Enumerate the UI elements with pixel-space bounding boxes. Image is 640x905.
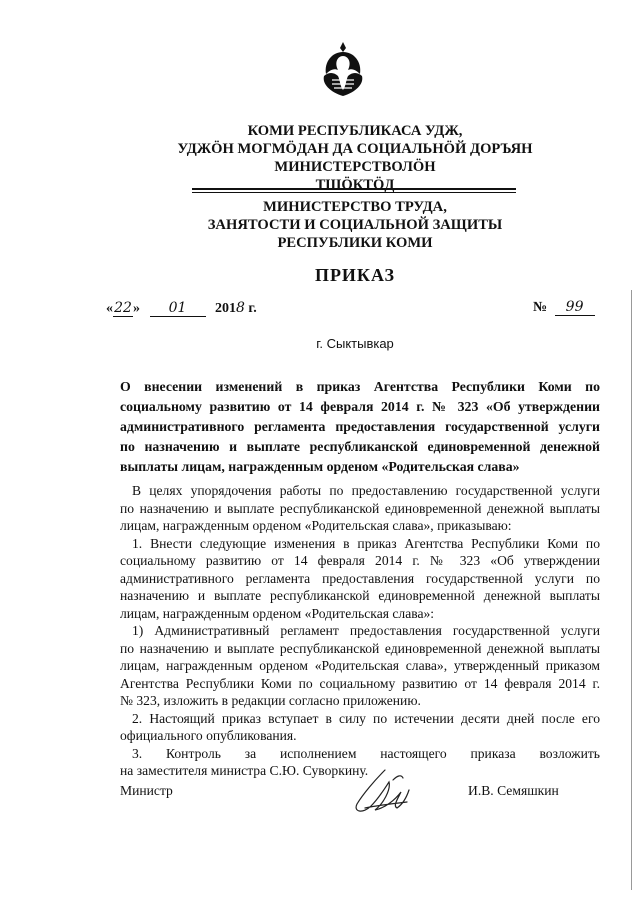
header-divider-thin <box>192 192 516 193</box>
body-line: на заместителя министра С.Ю. Суворкину. <box>120 763 369 778</box>
body-line: по назначению и выплате республиканской единовременной денежной выплаты <box>120 500 600 516</box>
body-line: по назначению и выплате республиканской единовременной денежной выплаты <box>120 640 600 656</box>
body-line: 2. Настоящий приказ вступает в силу по истечении десяти дней после его <box>132 710 600 726</box>
body-line: лицам, награжденным орденом «Родительская слава»: <box>120 605 435 621</box>
signatory-name: И.В. Семяшкин <box>468 783 559 798</box>
order-number <box>533 300 595 316</box>
date-day-handwritten: 22 <box>114 300 132 316</box>
body-line: назначению и выплате республиканской единовременной денежной выплаты <box>120 588 600 603</box>
date-year-suffix: г. <box>244 301 257 316</box>
body-line: 1) Административный регламент предоставления государственной услуги <box>132 623 600 638</box>
body-line: 3. Контроль за исполнением настоящего приказа возложить <box>132 745 600 761</box>
header-komi-line: МИНИСТЕРСТВОЛӦН <box>274 159 436 175</box>
scan-edge-line <box>631 290 632 890</box>
date-year-prefix: 201 <box>215 301 236 316</box>
body-line: 1. Внести следующие изменения в приказ Агентства Республики Коми по <box>132 535 600 551</box>
header-komi-line: ТШӦКТӦД <box>315 177 395 193</box>
order-subject <box>120 377 600 477</box>
body-line: официального опубликования. <box>120 728 297 743</box>
body-line: социальному развитию от 14 февраля 2014 г. № 323 «Об утверждении <box>120 553 600 568</box>
number-value-handwritten: 99 <box>555 300 595 316</box>
header-komi-line: КОМИ РЕСПУБЛИКАСА УДЖ, <box>247 123 463 139</box>
order-body-text <box>120 482 600 780</box>
date-open-quote: « <box>106 301 113 316</box>
subject-line: О внесении изменений в приказ Агентства Республики Коми по <box>120 379 600 394</box>
body-line: Агентства Республики Коми по социальному развитию от 14 февраля 2014 г. <box>120 675 600 691</box>
date-month-handwritten: 01 <box>150 301 206 317</box>
signatory-title: Министр <box>120 783 173 798</box>
date-close-quote: » <box>133 301 140 316</box>
number-label: № <box>533 300 548 315</box>
header-ru-line: РЕСПУБЛИКИ КОМИ <box>277 235 433 251</box>
order-date <box>106 300 257 317</box>
header-ru-line: МИНИСТЕРСТВО ТРУДА, <box>263 199 447 215</box>
subject-line: социальному развитию от 14 февраля 2014 г. № 323 «Об утверждении <box>120 399 600 414</box>
date-year-digit-handwritten: 8 <box>236 300 245 316</box>
subject-line: по назначению и выплате республиканской единовременной денежной <box>120 439 600 454</box>
city: г. Сыктывкар <box>316 336 394 351</box>
body-line: В целях упорядочения работы по предоставлению государственной услуги <box>132 483 600 498</box>
header-komi <box>150 122 560 194</box>
body-line: лицам, награжденным орденом «Родительская слава», утвержденный приказом <box>120 658 600 673</box>
body-line: административного регламента предоставления государственной услуги по <box>120 570 600 586</box>
coat-of-arms-emblem <box>318 40 368 98</box>
body-line: лицам, награжденным орденом «Родительская слава», приказываю: <box>120 518 512 533</box>
header-divider-thick <box>192 188 516 190</box>
subject-line: выплаты лицам, награжденным орденом «Родительская слава» <box>120 459 520 474</box>
handwritten-signature <box>345 760 415 820</box>
header-ru-line: ЗАНЯТОСТИ И СОЦИАЛЬНОЙ ЗАЩИТЫ <box>207 217 503 233</box>
header-russian <box>150 198 560 252</box>
body-line: № 323, изложить в редакции согласно приложению. <box>120 693 421 708</box>
document-type-title: ПРИКАЗ <box>314 265 396 285</box>
header-komi-line: УДЖӦН МОГМӦДАН ДА СОЦИАЛЬНӦЙ ДОРЪЯН <box>177 141 533 157</box>
subject-line: административного регламента предоставления государственной услуги <box>120 419 600 434</box>
